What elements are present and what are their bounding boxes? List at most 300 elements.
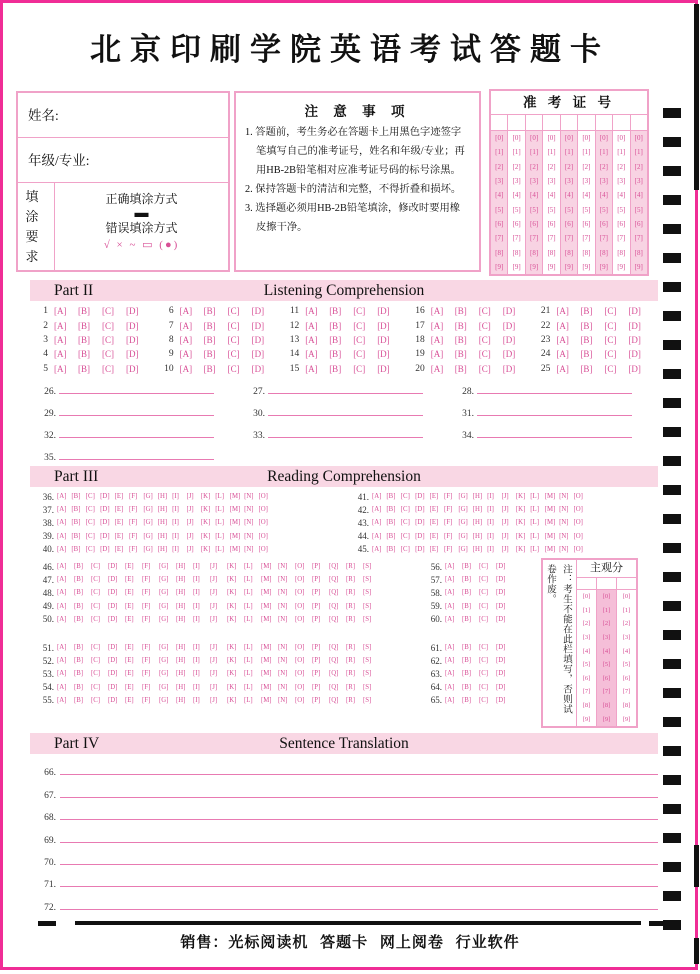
option-bubble-E[interactable]: [E] bbox=[125, 644, 134, 652]
option-bubble-B[interactable]: [B] bbox=[454, 320, 467, 331]
ticket-digit-bubble[interactable]: [7] bbox=[599, 234, 608, 243]
option-bubble-B[interactable]: [B] bbox=[78, 349, 90, 360]
option-bubble-L[interactable]: [L] bbox=[244, 670, 253, 678]
option-bubble-C[interactable]: [C] bbox=[102, 306, 114, 317]
ticket-digit-bubble[interactable]: [4] bbox=[564, 191, 574, 200]
option-bubble-A[interactable]: [A] bbox=[57, 657, 67, 665]
option-bubble-C[interactable]: [C] bbox=[102, 320, 114, 331]
option-bubble-L[interactable]: [L] bbox=[244, 696, 253, 704]
option-bubble-L[interactable]: [L] bbox=[244, 563, 253, 571]
option-bubble-P[interactable]: [P] bbox=[312, 657, 321, 665]
option-bubble-J[interactable]: [J] bbox=[210, 615, 218, 623]
option-bubble-G[interactable]: [G] bbox=[458, 532, 468, 540]
option-bubble-B[interactable]: [B] bbox=[454, 363, 467, 374]
option-bubble-L[interactable]: [L] bbox=[530, 493, 539, 501]
option-bubble-A[interactable]: [A] bbox=[305, 334, 318, 345]
option-bubble-J[interactable]: [J] bbox=[501, 545, 509, 553]
option-bubble-P[interactable]: [P] bbox=[312, 615, 321, 623]
ticket-write-cell[interactable] bbox=[631, 115, 647, 131]
option-bubble-B[interactable]: [B] bbox=[462, 696, 472, 704]
option-bubble-O[interactable]: [O] bbox=[573, 493, 583, 501]
option-bubble-O[interactable]: [O] bbox=[573, 532, 583, 540]
option-bubble-L[interactable]: [L] bbox=[244, 683, 253, 691]
option-bubble-B[interactable]: [B] bbox=[71, 532, 81, 540]
option-bubble-N[interactable]: [N] bbox=[559, 493, 569, 501]
option-bubble-K[interactable]: [K] bbox=[200, 493, 211, 501]
option-bubble-D[interactable]: [D] bbox=[108, 602, 118, 610]
option-bubble-C[interactable]: [C] bbox=[604, 363, 617, 374]
option-bubble-C[interactable]: [C] bbox=[227, 306, 240, 317]
option-bubble-I[interactable]: [I] bbox=[487, 493, 494, 501]
option-bubble-C[interactable]: [C] bbox=[479, 670, 489, 678]
option-bubble-K[interactable]: [K] bbox=[515, 545, 526, 553]
option-bubble-B[interactable]: [B] bbox=[329, 334, 342, 345]
option-bubble-A[interactable]: [A] bbox=[179, 306, 193, 317]
ticket-digit-bubble[interactable]: [6] bbox=[617, 219, 626, 228]
ticket-digit-bubble[interactable]: [4] bbox=[547, 191, 556, 200]
option-bubble-I[interactable]: [I] bbox=[193, 589, 200, 597]
option-bubble-L[interactable]: [L] bbox=[215, 545, 224, 553]
option-bubble-N[interactable]: [N] bbox=[244, 493, 254, 501]
option-bubble-D[interactable]: [D] bbox=[100, 519, 110, 527]
option-bubble-O[interactable]: [O] bbox=[258, 532, 268, 540]
option-bubble-B[interactable]: [B] bbox=[78, 320, 90, 331]
answer-line[interactable] bbox=[268, 415, 423, 416]
ticket-digit-bubble[interactable]: [1] bbox=[495, 148, 504, 157]
option-bubble-P[interactable]: [P] bbox=[312, 670, 321, 678]
option-bubble-B[interactable]: [B] bbox=[74, 696, 84, 704]
option-bubble-C[interactable]: [C] bbox=[479, 602, 489, 610]
option-bubble-F[interactable]: [F] bbox=[142, 615, 151, 623]
option-bubble-A[interactable]: [A] bbox=[445, 696, 455, 704]
option-bubble-P[interactable]: [P] bbox=[312, 602, 321, 610]
ticket-digit-bubble[interactable]: [2] bbox=[582, 162, 591, 171]
option-bubble-I[interactable]: [I] bbox=[193, 696, 200, 704]
option-bubble-N[interactable]: [N] bbox=[278, 657, 288, 665]
option-bubble-M[interactable]: [M] bbox=[261, 644, 272, 652]
option-bubble-Q[interactable]: [Q] bbox=[329, 696, 339, 704]
option-bubble-Q[interactable]: [Q] bbox=[329, 615, 339, 623]
option-bubble-B[interactable]: [B] bbox=[462, 657, 472, 665]
option-bubble-A[interactable]: [A] bbox=[57, 644, 67, 652]
option-bubble-A[interactable]: [A] bbox=[372, 506, 382, 514]
option-bubble-F[interactable]: [F] bbox=[142, 657, 151, 665]
option-bubble-B[interactable]: [B] bbox=[71, 506, 81, 514]
option-bubble-I[interactable]: [I] bbox=[193, 670, 200, 678]
option-bubble-M[interactable]: [M] bbox=[261, 696, 272, 704]
option-bubble-E[interactable]: [E] bbox=[125, 576, 134, 584]
option-bubble-S[interactable]: [S] bbox=[363, 644, 372, 652]
answer-line[interactable] bbox=[59, 415, 214, 416]
ticket-write-cell[interactable] bbox=[578, 115, 594, 131]
option-bubble-K[interactable]: [K] bbox=[227, 576, 237, 584]
option-bubble-A[interactable]: [A] bbox=[179, 320, 193, 331]
option-bubble-R[interactable]: [R] bbox=[346, 615, 356, 623]
option-bubble-G[interactable]: [G] bbox=[159, 670, 169, 678]
option-bubble-O[interactable]: [O] bbox=[295, 644, 305, 652]
ticket-write-cell[interactable] bbox=[543, 115, 559, 131]
option-bubble-M[interactable]: [M] bbox=[229, 506, 241, 514]
option-bubble-C[interactable]: [C] bbox=[353, 334, 366, 345]
option-bubble-C[interactable]: [C] bbox=[400, 493, 410, 501]
option-bubble-A[interactable]: [A] bbox=[445, 615, 455, 623]
option-bubble-D[interactable]: [D] bbox=[502, 320, 516, 331]
ticket-digit-bubble[interactable]: [7] bbox=[634, 234, 643, 243]
option-bubble-G[interactable]: [G] bbox=[159, 563, 169, 571]
option-bubble-N[interactable]: [N] bbox=[278, 576, 288, 584]
option-bubble-C[interactable]: [C] bbox=[400, 545, 410, 553]
option-bubble-Q[interactable]: [Q] bbox=[329, 644, 339, 652]
ticket-digit-bubble[interactable]: [3] bbox=[582, 177, 591, 186]
option-bubble-J[interactable]: [J] bbox=[210, 683, 218, 691]
option-bubble-P[interactable]: [P] bbox=[312, 589, 321, 597]
option-bubble-C[interactable]: [C] bbox=[102, 363, 114, 374]
option-bubble-P[interactable]: [P] bbox=[312, 696, 321, 704]
option-bubble-L[interactable]: [L] bbox=[215, 519, 224, 527]
option-bubble-F[interactable]: [F] bbox=[443, 545, 453, 553]
ticket-write-cell[interactable] bbox=[613, 115, 629, 131]
option-bubble-A[interactable]: [A] bbox=[57, 519, 67, 527]
option-bubble-A[interactable]: [A] bbox=[57, 506, 67, 514]
ticket-digit-bubble[interactable]: [2] bbox=[512, 162, 521, 171]
option-bubble-D[interactable]: [D] bbox=[108, 576, 118, 584]
answer-line[interactable] bbox=[268, 437, 423, 438]
option-bubble-B[interactable]: [B] bbox=[329, 363, 342, 374]
option-bubble-F[interactable]: [F] bbox=[128, 506, 138, 514]
option-bubble-G[interactable]: [G] bbox=[159, 615, 169, 623]
ticket-digit-bubble[interactable]: [2] bbox=[634, 162, 643, 171]
option-bubble-A[interactable]: [A] bbox=[372, 493, 382, 501]
option-bubble-H[interactable]: [H] bbox=[176, 644, 186, 652]
ticket-digit-bubble[interactable]: [3] bbox=[547, 177, 556, 186]
option-bubble-B[interactable]: [B] bbox=[329, 349, 342, 360]
option-bubble-B[interactable]: [B] bbox=[329, 306, 342, 317]
option-bubble-C[interactable]: [C] bbox=[400, 532, 410, 540]
option-bubble-G[interactable]: [G] bbox=[159, 602, 169, 610]
option-bubble-A[interactable]: [A] bbox=[54, 334, 67, 345]
option-bubble-A[interactable]: [A] bbox=[556, 334, 569, 345]
option-bubble-D[interactable]: [D] bbox=[126, 334, 139, 345]
option-bubble-L[interactable]: [L] bbox=[244, 602, 253, 610]
option-bubble-A[interactable]: [A] bbox=[430, 320, 444, 331]
option-bubble-G[interactable]: [G] bbox=[143, 519, 153, 527]
option-bubble-A[interactable]: [A] bbox=[305, 320, 318, 331]
option-bubble-P[interactable]: [P] bbox=[312, 683, 321, 691]
ticket-digit-bubble[interactable]: [4] bbox=[530, 191, 539, 200]
option-bubble-L[interactable]: [L] bbox=[215, 532, 224, 540]
ticket-digit-bubble[interactable]: [5] bbox=[530, 205, 539, 214]
option-bubble-B[interactable]: [B] bbox=[580, 363, 593, 374]
option-bubble-H[interactable]: [H] bbox=[472, 493, 483, 501]
option-bubble-O[interactable]: [O] bbox=[295, 589, 305, 597]
option-bubble-L[interactable]: [L] bbox=[244, 576, 253, 584]
option-bubble-B[interactable]: [B] bbox=[78, 334, 90, 345]
option-bubble-C[interactable]: [C] bbox=[604, 349, 617, 360]
option-bubble-H[interactable]: [H] bbox=[176, 696, 186, 704]
ticket-digit-bubble[interactable]: [4] bbox=[634, 191, 643, 200]
option-bubble-C[interactable]: [C] bbox=[479, 615, 489, 623]
option-bubble-A[interactable]: [A] bbox=[556, 320, 569, 331]
option-bubble-C[interactable]: [C] bbox=[479, 657, 489, 665]
name-field[interactable] bbox=[18, 93, 228, 138]
option-bubble-H[interactable]: [H] bbox=[157, 532, 168, 540]
ticket-digit-bubble[interactable]: [8] bbox=[617, 248, 626, 257]
option-bubble-N[interactable]: [N] bbox=[244, 506, 254, 514]
option-bubble-D[interactable]: [D] bbox=[496, 696, 506, 704]
option-bubble-J[interactable]: [J] bbox=[210, 563, 218, 571]
option-bubble-M[interactable]: [M] bbox=[229, 519, 241, 527]
ticket-digit-bubble[interactable]: [1] bbox=[634, 148, 643, 157]
option-bubble-O[interactable]: [O] bbox=[295, 615, 305, 623]
option-bubble-S[interactable]: [S] bbox=[363, 670, 372, 678]
option-bubble-O[interactable]: [O] bbox=[295, 696, 305, 704]
option-bubble-B[interactable]: [B] bbox=[462, 602, 472, 610]
option-bubble-E[interactable]: [E] bbox=[429, 493, 439, 501]
answer-line[interactable] bbox=[59, 393, 214, 394]
option-bubble-S[interactable]: [S] bbox=[363, 615, 372, 623]
answer-line[interactable] bbox=[60, 886, 658, 887]
ticket-digit-bubble[interactable]: [8] bbox=[495, 248, 504, 257]
option-bubble-N[interactable]: [N] bbox=[559, 545, 569, 553]
ticket-digit-bubble[interactable]: [2] bbox=[495, 162, 504, 171]
option-bubble-C[interactable]: [C] bbox=[479, 644, 489, 652]
option-bubble-N[interactable]: [N] bbox=[278, 563, 288, 571]
option-bubble-C[interactable]: [C] bbox=[91, 589, 101, 597]
option-bubble-C[interactable]: [C] bbox=[478, 320, 491, 331]
option-bubble-A[interactable]: [A] bbox=[305, 306, 318, 317]
option-bubble-A[interactable]: [A] bbox=[445, 589, 455, 597]
option-bubble-L[interactable]: [L] bbox=[244, 657, 253, 665]
option-bubble-A[interactable]: [A] bbox=[445, 644, 455, 652]
option-bubble-E[interactable]: [E] bbox=[114, 506, 124, 514]
ticket-digit-bubble[interactable]: [9] bbox=[617, 262, 626, 271]
option-bubble-B[interactable]: [B] bbox=[78, 306, 90, 317]
option-bubble-C[interactable]: [C] bbox=[85, 532, 95, 540]
option-bubble-D[interactable]: [D] bbox=[415, 545, 425, 553]
ticket-digit-bubble[interactable]: [0] bbox=[530, 134, 539, 143]
option-bubble-D[interactable]: [D] bbox=[100, 532, 110, 540]
option-bubble-C[interactable]: [C] bbox=[85, 545, 95, 553]
option-bubble-J[interactable]: [J] bbox=[210, 696, 218, 704]
option-bubble-C[interactable]: [C] bbox=[91, 670, 101, 678]
option-bubble-R[interactable]: [R] bbox=[346, 644, 356, 652]
option-bubble-I[interactable]: [I] bbox=[172, 545, 179, 553]
option-bubble-A[interactable]: [A] bbox=[57, 670, 67, 678]
option-bubble-B[interactable]: [B] bbox=[462, 589, 472, 597]
ticket-digit-bubble[interactable]: [7] bbox=[547, 234, 556, 243]
option-bubble-G[interactable]: [G] bbox=[159, 657, 169, 665]
option-bubble-E[interactable]: [E] bbox=[114, 532, 124, 540]
option-bubble-Q[interactable]: [Q] bbox=[329, 657, 339, 665]
option-bubble-L[interactable]: [L] bbox=[530, 532, 539, 540]
option-bubble-O[interactable]: [O] bbox=[258, 545, 268, 553]
option-bubble-N[interactable]: [N] bbox=[278, 602, 288, 610]
option-bubble-D[interactable]: [D] bbox=[415, 532, 425, 540]
option-bubble-F[interactable]: [F] bbox=[142, 683, 151, 691]
option-bubble-R[interactable]: [R] bbox=[346, 576, 356, 584]
option-bubble-N[interactable]: [N] bbox=[278, 696, 288, 704]
option-bubble-E[interactable]: [E] bbox=[125, 563, 134, 571]
option-bubble-B[interactable]: [B] bbox=[580, 306, 593, 317]
ticket-write-cell[interactable] bbox=[526, 115, 542, 131]
option-bubble-I[interactable]: [I] bbox=[193, 683, 200, 691]
option-bubble-H[interactable]: [H] bbox=[157, 506, 168, 514]
grade-major-field[interactable] bbox=[18, 138, 228, 183]
option-bubble-I[interactable]: [I] bbox=[172, 532, 179, 540]
option-bubble-D[interactable]: [D] bbox=[496, 683, 506, 691]
option-bubble-J[interactable]: [J] bbox=[501, 493, 509, 501]
option-bubble-A[interactable]: [A] bbox=[179, 363, 193, 374]
option-bubble-A[interactable]: [A] bbox=[445, 670, 455, 678]
option-bubble-C[interactable]: [C] bbox=[227, 363, 240, 374]
ticket-digit-bubble[interactable]: [6] bbox=[512, 219, 521, 228]
option-bubble-A[interactable]: [A] bbox=[445, 602, 455, 610]
option-bubble-C[interactable]: [C] bbox=[478, 349, 491, 360]
option-bubble-I[interactable]: [I] bbox=[172, 519, 179, 527]
answer-line[interactable] bbox=[60, 842, 658, 843]
option-bubble-E[interactable]: [E] bbox=[125, 615, 134, 623]
ticket-digit-bubble[interactable]: [9] bbox=[495, 262, 504, 271]
option-bubble-K[interactable]: [K] bbox=[227, 602, 237, 610]
option-bubble-R[interactable]: [R] bbox=[346, 657, 356, 665]
option-bubble-O[interactable]: [O] bbox=[573, 519, 583, 527]
option-bubble-H[interactable]: [H] bbox=[472, 532, 483, 540]
option-bubble-K[interactable]: [K] bbox=[200, 532, 211, 540]
option-bubble-D[interactable]: [D] bbox=[100, 493, 110, 501]
option-bubble-A[interactable]: [A] bbox=[54, 320, 67, 331]
option-bubble-Q[interactable]: [Q] bbox=[329, 670, 339, 678]
option-bubble-B[interactable]: [B] bbox=[203, 320, 216, 331]
option-bubble-B[interactable]: [B] bbox=[580, 320, 593, 331]
option-bubble-J[interactable]: [J] bbox=[210, 602, 218, 610]
option-bubble-B[interactable]: [B] bbox=[386, 519, 396, 527]
option-bubble-K[interactable]: [K] bbox=[227, 563, 237, 571]
option-bubble-O[interactable]: [O] bbox=[295, 576, 305, 584]
option-bubble-H[interactable]: [H] bbox=[472, 506, 483, 514]
ticket-digit-bubble[interactable]: [0] bbox=[599, 134, 608, 143]
option-bubble-C[interactable]: [C] bbox=[85, 519, 95, 527]
option-bubble-C[interactable]: [C] bbox=[102, 349, 114, 360]
option-bubble-D[interactable]: [D] bbox=[415, 506, 425, 514]
option-bubble-G[interactable]: [G] bbox=[143, 506, 153, 514]
option-bubble-D[interactable]: [D] bbox=[628, 349, 641, 360]
option-bubble-C[interactable]: [C] bbox=[102, 334, 114, 345]
option-bubble-M[interactable]: [M] bbox=[544, 545, 556, 553]
option-bubble-A[interactable]: [A] bbox=[57, 576, 67, 584]
ticket-digit-bubble[interactable]: [4] bbox=[512, 191, 521, 200]
ticket-digit-bubble[interactable]: [3] bbox=[599, 177, 608, 186]
option-bubble-C[interactable]: [C] bbox=[479, 683, 489, 691]
option-bubble-Q[interactable]: [Q] bbox=[329, 576, 339, 584]
option-bubble-O[interactable]: [O] bbox=[295, 563, 305, 571]
option-bubble-Q[interactable]: [Q] bbox=[329, 683, 339, 691]
ticket-digit-bubble[interactable]: [2] bbox=[564, 162, 574, 171]
option-bubble-B[interactable]: [B] bbox=[329, 320, 342, 331]
ticket-write-cell[interactable] bbox=[508, 115, 524, 131]
option-bubble-J[interactable]: [J] bbox=[186, 493, 194, 501]
option-bubble-O[interactable]: [O] bbox=[295, 602, 305, 610]
option-bubble-D[interactable]: [D] bbox=[126, 349, 139, 360]
option-bubble-O[interactable]: [O] bbox=[573, 545, 583, 553]
option-bubble-K[interactable]: [K] bbox=[515, 493, 526, 501]
option-bubble-A[interactable]: [A] bbox=[305, 363, 318, 374]
option-bubble-M[interactable]: [M] bbox=[261, 657, 272, 665]
option-bubble-E[interactable]: [E] bbox=[114, 519, 124, 527]
option-bubble-G[interactable]: [G] bbox=[159, 696, 169, 704]
option-bubble-R[interactable]: [R] bbox=[346, 563, 356, 571]
option-bubble-C[interactable]: [C] bbox=[478, 363, 491, 374]
option-bubble-D[interactable]: [D] bbox=[108, 657, 118, 665]
option-bubble-H[interactable]: [H] bbox=[176, 670, 186, 678]
ticket-digit-bubble[interactable]: [9] bbox=[564, 262, 574, 271]
option-bubble-C[interactable]: [C] bbox=[400, 519, 410, 527]
option-bubble-L[interactable]: [L] bbox=[244, 615, 253, 623]
option-bubble-B[interactable]: [B] bbox=[78, 363, 90, 374]
option-bubble-J[interactable]: [J] bbox=[186, 545, 194, 553]
option-bubble-A[interactable]: [A] bbox=[57, 493, 67, 501]
option-bubble-B[interactable]: [B] bbox=[462, 644, 472, 652]
ticket-digit-bubble[interactable]: [7] bbox=[582, 234, 591, 243]
option-bubble-H[interactable]: [H] bbox=[157, 493, 168, 501]
option-bubble-B[interactable]: [B] bbox=[454, 306, 467, 317]
option-bubble-N[interactable]: [N] bbox=[559, 506, 569, 514]
ticket-digit-bubble[interactable]: [6] bbox=[564, 219, 574, 228]
option-bubble-H[interactable]: [H] bbox=[176, 615, 186, 623]
option-bubble-B[interactable]: [B] bbox=[462, 563, 472, 571]
option-bubble-B[interactable]: [B] bbox=[71, 545, 81, 553]
option-bubble-B[interactable]: [B] bbox=[71, 493, 81, 501]
ticket-digit-bubble[interactable]: [1] bbox=[547, 148, 556, 157]
option-bubble-J[interactable]: [J] bbox=[186, 506, 194, 514]
option-bubble-N[interactable]: [N] bbox=[559, 519, 569, 527]
ticket-digit-bubble[interactable]: [9] bbox=[547, 262, 556, 271]
option-bubble-C[interactable]: [C] bbox=[478, 334, 491, 345]
ticket-digit-bubble[interactable]: [8] bbox=[582, 248, 591, 257]
option-bubble-C[interactable]: [C] bbox=[85, 493, 95, 501]
option-bubble-B[interactable]: [B] bbox=[74, 657, 84, 665]
option-bubble-E[interactable]: [E] bbox=[429, 506, 439, 514]
answer-line[interactable] bbox=[60, 774, 658, 775]
option-bubble-A[interactable]: [A] bbox=[556, 349, 569, 360]
option-bubble-I[interactable]: [I] bbox=[172, 493, 179, 501]
option-bubble-J[interactable]: [J] bbox=[210, 657, 218, 665]
ticket-digit-bubble[interactable]: [1] bbox=[582, 148, 591, 157]
option-bubble-D[interactable]: [D] bbox=[126, 363, 139, 374]
option-bubble-F[interactable]: [F] bbox=[142, 576, 151, 584]
option-bubble-B[interactable]: [B] bbox=[203, 349, 216, 360]
option-bubble-I[interactable]: [I] bbox=[193, 615, 200, 623]
option-bubble-L[interactable]: [L] bbox=[530, 506, 539, 514]
option-bubble-E[interactable]: [E] bbox=[429, 519, 439, 527]
option-bubble-O[interactable]: [O] bbox=[573, 506, 583, 514]
option-bubble-S[interactable]: [S] bbox=[363, 696, 372, 704]
ticket-digit-bubble[interactable]: [5] bbox=[547, 205, 556, 214]
option-bubble-C[interactable]: [C] bbox=[91, 657, 101, 665]
option-bubble-G[interactable]: [G] bbox=[458, 519, 468, 527]
option-bubble-O[interactable]: [O] bbox=[258, 493, 268, 501]
ticket-digit-bubble[interactable]: [7] bbox=[617, 234, 626, 243]
option-bubble-H[interactable]: [H] bbox=[176, 657, 186, 665]
option-bubble-F[interactable]: [F] bbox=[128, 519, 138, 527]
option-bubble-R[interactable]: [R] bbox=[346, 696, 356, 704]
option-bubble-J[interactable]: [J] bbox=[501, 519, 509, 527]
option-bubble-I[interactable]: [I] bbox=[193, 602, 200, 610]
option-bubble-A[interactable]: [A] bbox=[430, 306, 444, 317]
option-bubble-J[interactable]: [J] bbox=[186, 532, 194, 540]
option-bubble-H[interactable]: [H] bbox=[176, 589, 186, 597]
option-bubble-M[interactable]: [M] bbox=[261, 602, 272, 610]
option-bubble-R[interactable]: [R] bbox=[346, 670, 356, 678]
